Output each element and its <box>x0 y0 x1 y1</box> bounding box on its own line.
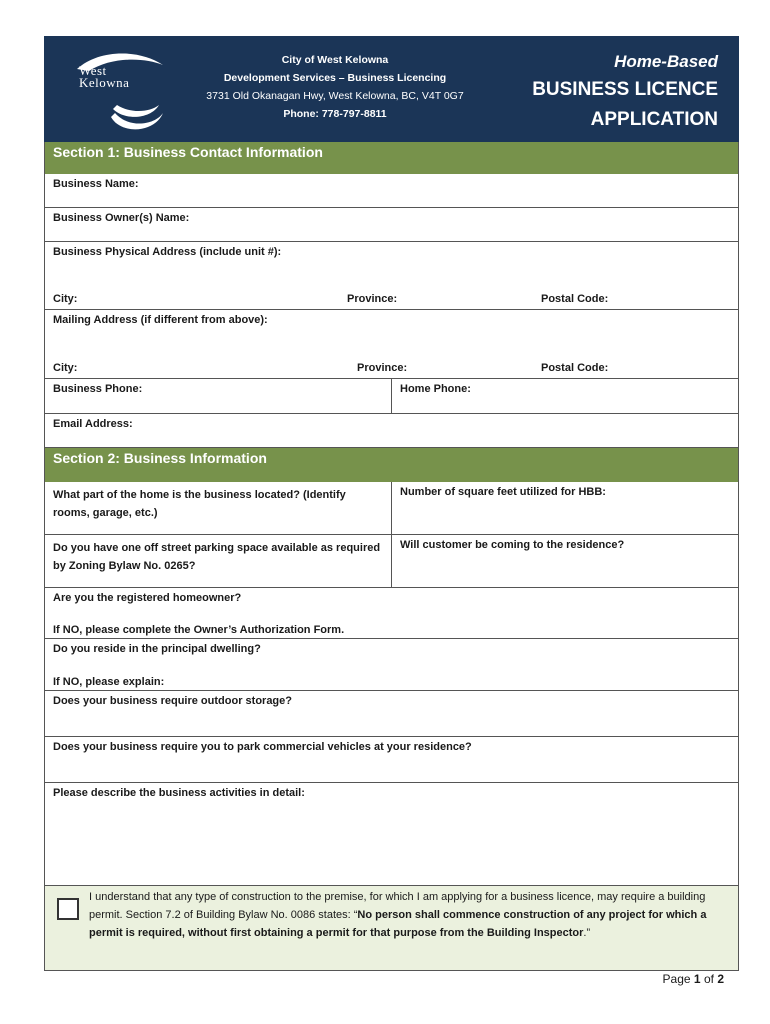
mailing-address-label: Mailing Address (if different from above): <box>53 314 268 326</box>
vehicles-label: Does your business require you to park commercial vehicles at your residence? <box>53 741 472 753</box>
customers-label: Will customer be coming to the residence? <box>400 539 625 551</box>
home-part-field[interactable] <box>45 482 392 534</box>
email-label: Email Address: <box>53 418 133 430</box>
storage-field[interactable] <box>44 691 739 737</box>
reside-field[interactable] <box>44 639 739 691</box>
home-phone-label: Home Phone: <box>400 383 471 395</box>
home-phone-field[interactable] <box>392 379 738 413</box>
title-line-3: APPLICATION <box>590 109 718 130</box>
phone-row <box>44 379 739 414</box>
square-feet-field[interactable] <box>392 482 738 534</box>
owner-name-field[interactable] <box>44 208 739 242</box>
homeowner-label: Are you the registered homeowner? <box>53 592 242 604</box>
reside-no-note: If NO, please explain: <box>53 676 165 688</box>
business-phone-label: Business Phone: <box>53 383 143 395</box>
physical-address-field[interactable] <box>44 242 739 310</box>
construction-acknowledgement <box>44 886 739 971</box>
logo-wordmark <box>79 65 129 89</box>
org-info <box>185 51 485 123</box>
org-name: City of West Kelowna <box>281 54 389 66</box>
acknowledgement-text <box>89 888 718 942</box>
province-label: Province: <box>347 293 398 305</box>
page-number: 1 <box>693 972 701 986</box>
logo-text-kelowna: Kelowna <box>79 75 130 90</box>
acknowledgement-end: .” <box>583 927 591 939</box>
business-phone-field[interactable] <box>45 379 392 413</box>
title-line-1: Home-Based <box>614 52 718 71</box>
section-2-header: Section 2: Business Information <box>44 448 739 482</box>
department: Development Services – Business Licencing <box>223 72 447 84</box>
section-1-header: Section 1: Business Contact Information <box>44 142 739 174</box>
parking-row <box>44 535 739 588</box>
postal-code-label: Postal Code: <box>541 293 609 305</box>
phone: Phone: 778-797-8811 <box>283 108 387 120</box>
of-label: of <box>703 972 714 986</box>
form-header <box>44 36 739 142</box>
page-total: 2 <box>717 972 724 986</box>
homeowner-field[interactable] <box>44 588 739 639</box>
acknowledgement-bold: No person shall commence construction of any project for which a permit is required, without first obtaining a permit for that purpose from the Building Inspector <box>89 909 707 939</box>
address: 3731 Old Okanagan Hwy, West Kelowna, BC, V4T 0G7 <box>206 90 464 102</box>
city-logo-icon <box>59 47 179 135</box>
location-row <box>44 482 739 535</box>
mailing-city-label: City: <box>53 362 78 374</box>
email-field[interactable] <box>44 414 739 448</box>
business-name-field[interactable] <box>44 174 739 208</box>
city-label: City: <box>53 293 78 305</box>
vehicles-field[interactable] <box>44 737 739 783</box>
acknowledgement-checkbox[interactable] <box>57 898 79 920</box>
title-line-2: BUSINESS LICENCE <box>532 79 718 100</box>
form-title <box>532 49 718 135</box>
acknowledgement-plain: I understand that any type of construction to the premise, for which I am applying for a business licence, may require a building permit. Section 7.2 of Building Bylaw No. 0086 states: “ <box>89 891 706 921</box>
mailing-postal-code-label: Postal Code: <box>541 362 609 374</box>
physical-address-label: Business Physical Address (include unit #): <box>53 246 282 258</box>
reside-label: Do you reside in the principal dwelling? <box>53 643 261 655</box>
mailing-address-field[interactable] <box>44 310 739 379</box>
square-feet-label: Number of square feet utilized for HBB: <box>400 486 606 498</box>
parking-field[interactable] <box>45 535 392 587</box>
owner-name-label: Business Owner(s) Name: <box>53 212 190 224</box>
page-label: Page <box>662 972 691 986</box>
business-name-label: Business Name: <box>53 178 139 190</box>
describe-activities-field[interactable] <box>44 783 739 886</box>
storage-label: Does your business require outdoor storage? <box>53 695 292 707</box>
describe-label: Please describe the business activities in detail: <box>53 787 305 799</box>
homeowner-no-note: If NO, please complete the Owner’s Authorization Form. <box>53 624 345 636</box>
application-form <box>44 36 739 971</box>
mailing-province-label: Province: <box>357 362 408 374</box>
home-part-label: What part of the home is the business located? (Identify rooms, garage, etc.) <box>53 489 346 519</box>
logo-text-west: West <box>79 63 107 78</box>
customers-field[interactable] <box>392 535 738 587</box>
page-footer <box>663 972 724 986</box>
parking-label: Do you have one off street parking space available as required by Zoning Bylaw No. 0265? <box>53 542 381 572</box>
